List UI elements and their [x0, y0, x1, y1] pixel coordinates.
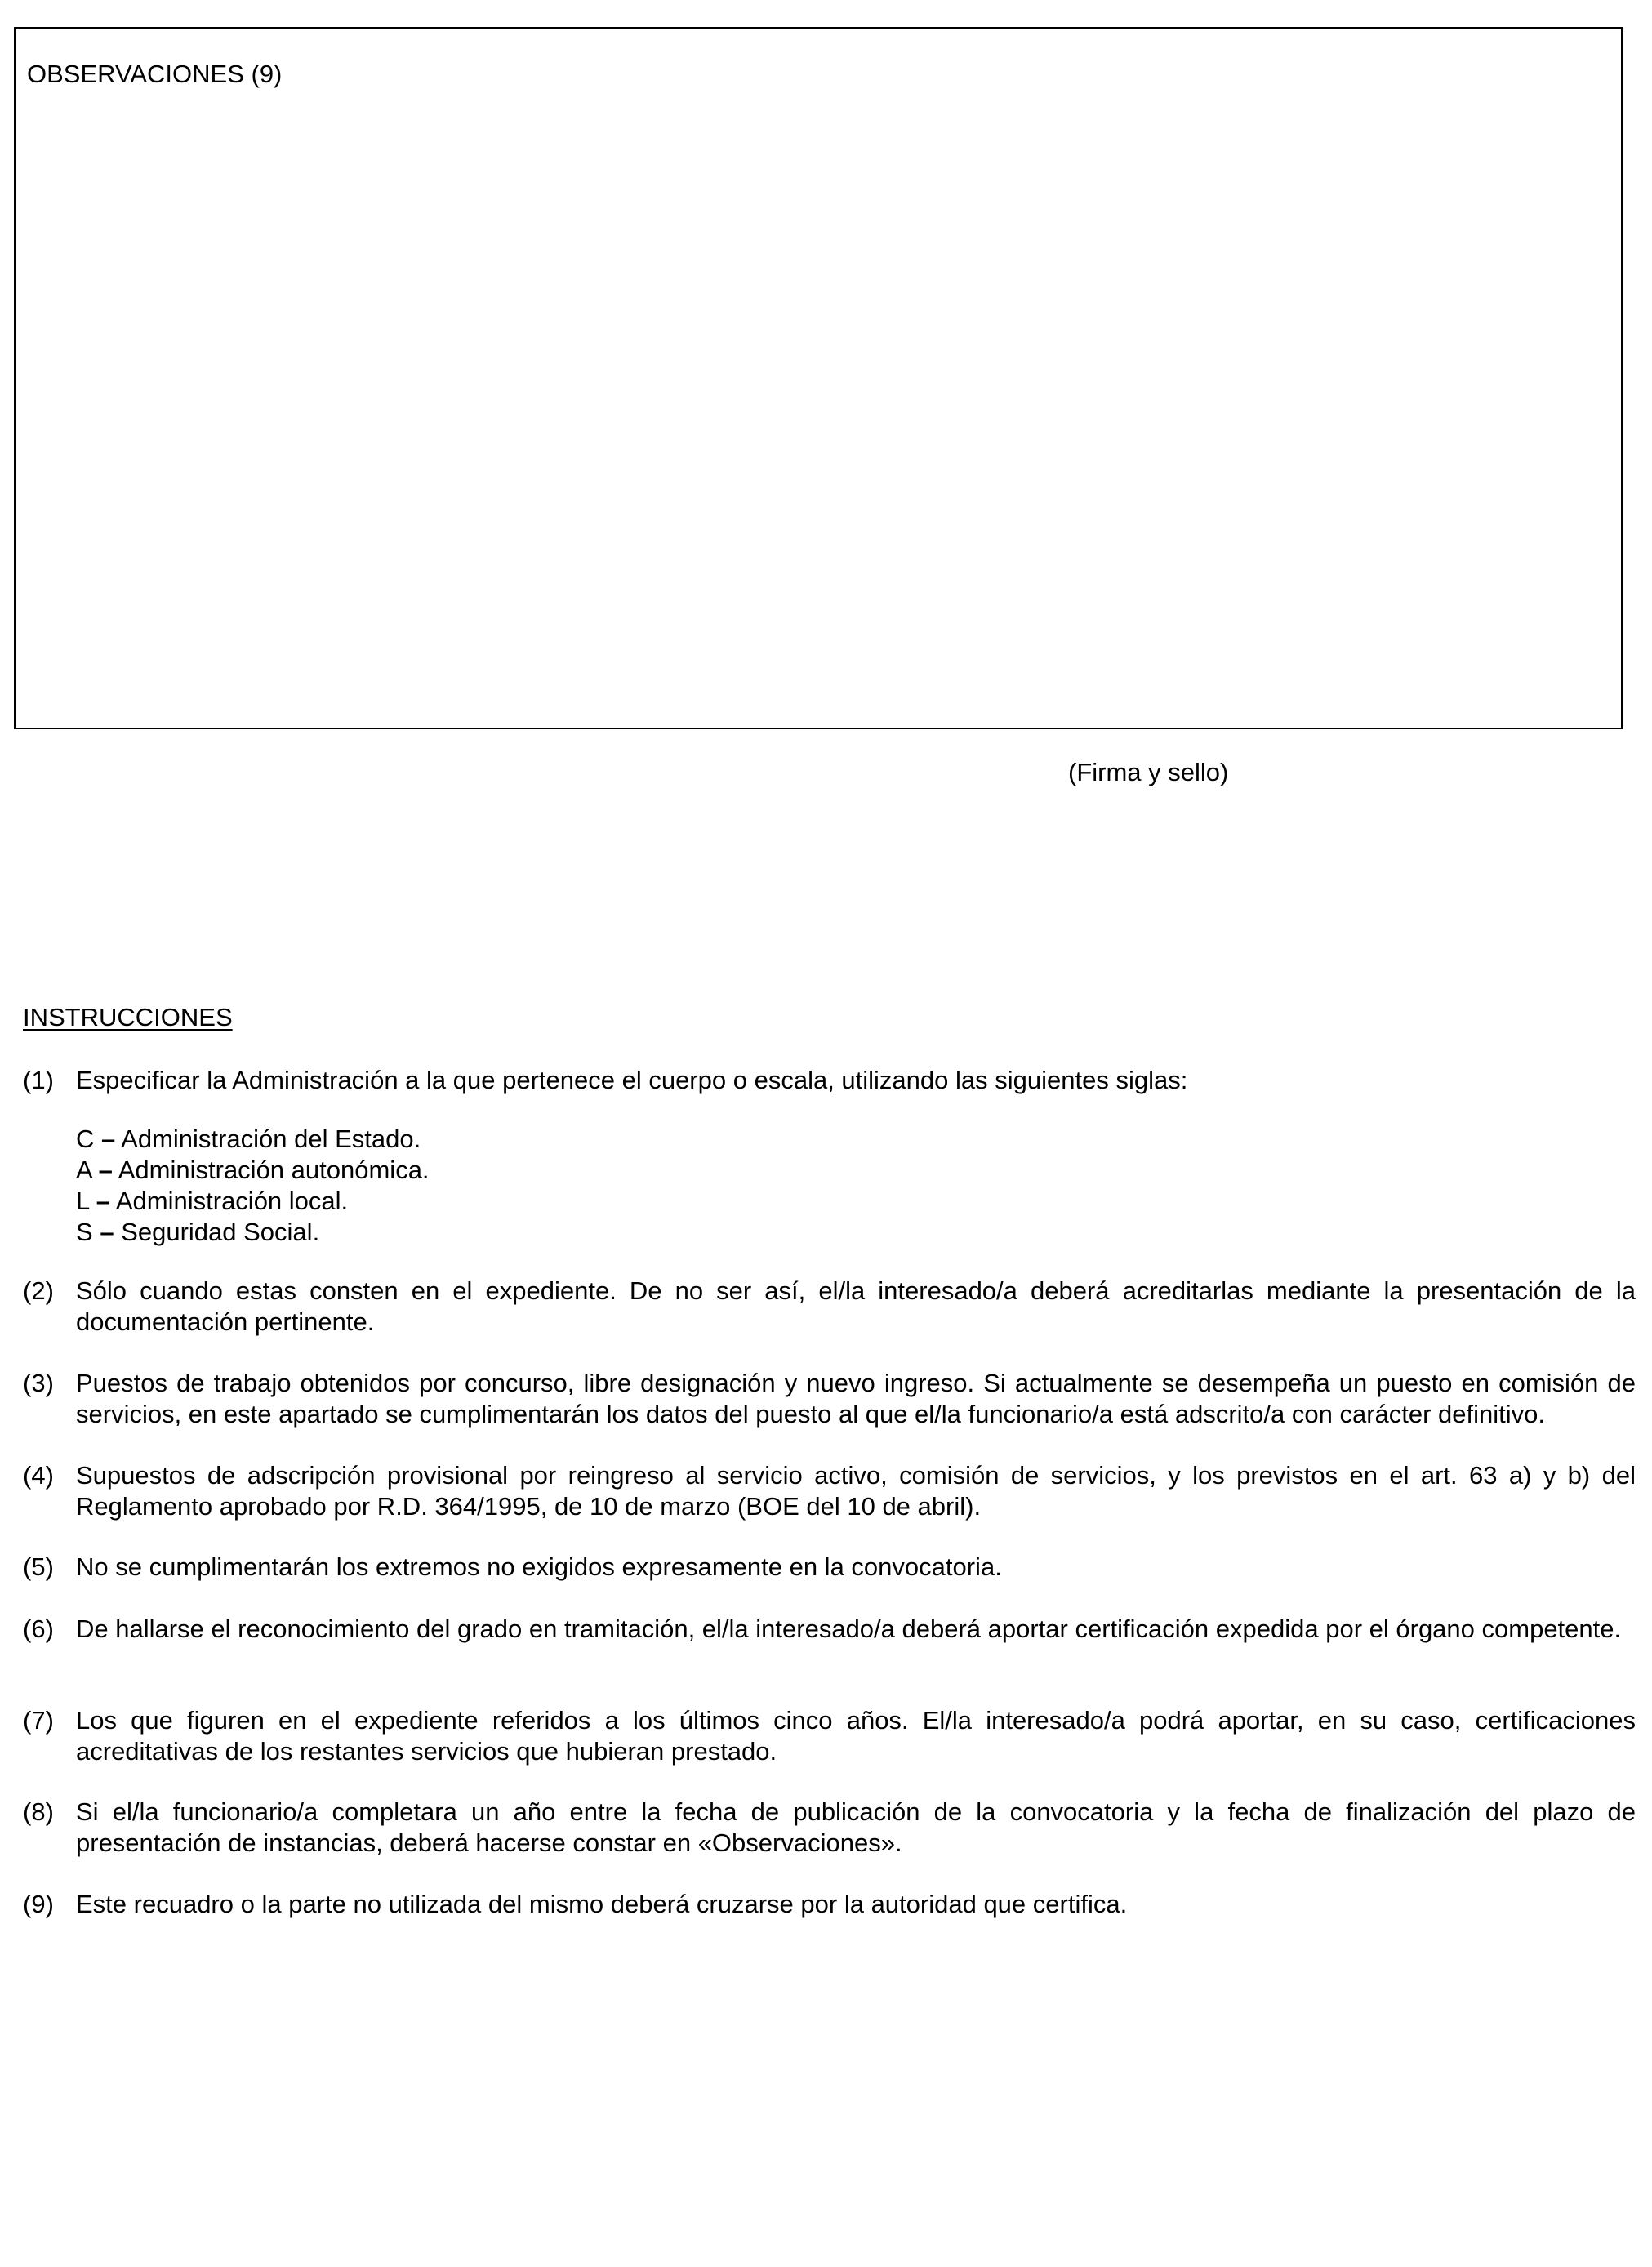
sigla-label: Administración autonómica. [118, 1156, 430, 1184]
sigla-code: S [76, 1218, 93, 1246]
sigla-dash: – [101, 1125, 116, 1153]
instruction-note-5 [23, 1552, 1640, 1583]
observaciones-box [14, 27, 1623, 729]
sigla-item-l [76, 1186, 430, 1217]
instruction-note-9 [23, 1889, 1640, 1920]
note-text: Especificar la Administración a la que pertenece el cuerpo o escala, utilizando las siguientes siglas: [76, 1066, 1188, 1094]
sigla-code: A [76, 1156, 91, 1184]
siglas-list [76, 1124, 430, 1248]
note-text: No se cumplimentarán los extremos no exigidos expresamente en la convocatoria. [76, 1552, 1002, 1581]
note-number: (7) [23, 1706, 54, 1735]
instruction-note-4 [23, 1460, 1640, 1522]
note-text: Este recuadro o la parte no utilizada del mismo deberá cruzarse por la autoridad que certifica. [76, 1890, 1128, 1918]
instruction-note-8 [23, 1797, 1640, 1859]
sigla-item-s [76, 1217, 430, 1248]
note-number: (8) [23, 1797, 54, 1826]
sigla-dash: – [98, 1156, 113, 1184]
instrucciones-heading: INSTRUCCIONES [23, 1003, 233, 1031]
note-number: (3) [23, 1369, 54, 1397]
note-number: (2) [23, 1276, 54, 1305]
note-text: Supuestos de adscripción provisional por reingreso al servicio activo, comisión de servicios, y los previstos en el art. 63 a) y b) del Reglamento aprobado por R.D. 364/1995, de 10 de marzo (BOE del 10 de abril). [76, 1461, 1636, 1521]
note-number: (6) [23, 1615, 54, 1643]
sigla-code: L [76, 1187, 90, 1215]
note-number: (5) [23, 1552, 54, 1581]
sigla-label: Administración del Estado. [121, 1125, 421, 1153]
instruction-note-7 [23, 1705, 1640, 1767]
note-text: Puestos de trabajo obtenidos por concurso, libre designación y nuevo ingreso. Si actualmente se desempeña un puesto en comisión de servicios, en este apartado se cumplimentarán los datos del puesto al que el/la funcionario/a está adscrito/a con carácter definitivo. [76, 1369, 1636, 1428]
sigla-code: C [76, 1125, 95, 1153]
observaciones-title: OBSERVACIONES (9) [27, 60, 283, 88]
instruction-note-3 [23, 1368, 1640, 1430]
note-number: (4) [23, 1461, 54, 1490]
instruction-note-2 [23, 1276, 1640, 1338]
firma-y-sello-label: (Firma y sello) [1068, 758, 1229, 786]
sigla-label: Seguridad Social. [121, 1218, 320, 1246]
note-text: Sólo cuando estas consten en el expediente. De no ser así, el/la interesado/a deberá acreditarlas mediante la presentación de la documentación pertinente. [76, 1276, 1636, 1336]
sigla-label: Administración local. [115, 1187, 349, 1215]
instruction-note-1 [23, 1065, 1640, 1096]
sigla-dash: – [100, 1218, 114, 1246]
sigla-dash: – [96, 1187, 110, 1215]
sigla-item-a [76, 1155, 430, 1186]
note-text: Si el/la funcionario/a completara un año entre la fecha de publicación de la convocatoria y la fecha de finalización del plazo de presentación de instancias, deberá hacerse constar en «Observaciones». [76, 1797, 1636, 1857]
note-text: De hallarse el reconocimiento del grado en tramitación, el/la interesado/a deberá aportar certificación expedida por el órgano competente. [76, 1615, 1622, 1643]
note-number: (9) [23, 1890, 54, 1918]
instruction-note-6 [23, 1614, 1640, 1645]
note-text: Los que figuren en el expediente referidos a los últimos cinco años. El/la interesado/a podrá aportar, en su caso, certificaciones acreditativas de los restantes servicios que hubieran prestado. [76, 1706, 1636, 1766]
sigla-item-c [76, 1124, 430, 1155]
note-number: (1) [23, 1066, 54, 1094]
